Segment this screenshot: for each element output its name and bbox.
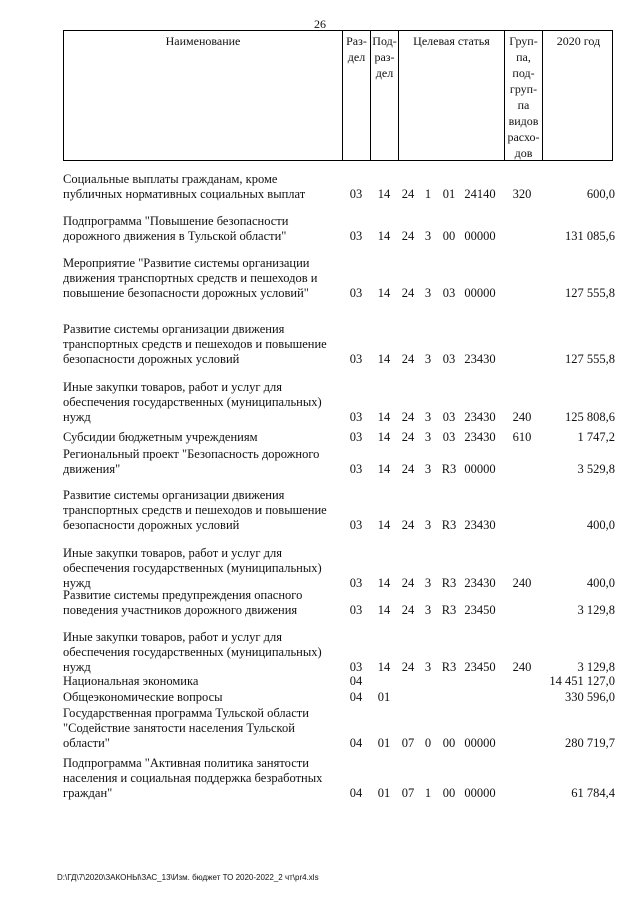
cell-rz: 04 xyxy=(349,736,363,750)
cell-c1: 24 xyxy=(401,576,415,590)
cell-pr: 14 xyxy=(377,352,391,366)
cell-vr: 240 xyxy=(512,410,532,424)
cell-c2: 1 xyxy=(424,786,432,800)
cell-amount: 1 747,2 xyxy=(577,430,615,444)
cell-c3: 00 xyxy=(442,736,456,750)
row-name: Мероприятие "Развитие системы организации движения транспортных средств и пешеходов и повышение безопасности дорожных условий" xyxy=(63,256,318,300)
cell-rz: 03 xyxy=(349,286,363,300)
cell-c1: 24 xyxy=(401,603,415,617)
cell-amount: 61 784,4 xyxy=(571,786,615,800)
header-name xyxy=(64,31,342,160)
header-year: 2020 год xyxy=(542,31,614,160)
cell-vr: 240 xyxy=(512,576,532,590)
cell-amount: 14 451 127,0 xyxy=(549,674,615,688)
cell-rz: 03 xyxy=(349,229,363,243)
cell-c1: 07 xyxy=(401,736,415,750)
cell-amount: 280 719,7 xyxy=(565,736,615,750)
cell-c1: 24 xyxy=(401,660,415,674)
cell-c1: 24 xyxy=(401,352,415,366)
header-target-article: Целевая статья xyxy=(398,31,504,160)
row-name: Подпрограмма "Повышение безопасности дорожного движения в Тульской области" xyxy=(63,214,289,243)
row-name: Подпрограмма "Активная политика занятости населения и социальная поддержка безработных граждан" xyxy=(63,756,323,800)
row-name: Общеэкономические вопросы xyxy=(63,690,223,704)
cell-c3: R3 xyxy=(441,462,457,476)
cell-c1: 24 xyxy=(401,518,415,532)
cell-c4: 23430 xyxy=(464,352,496,366)
cell-pr: 01 xyxy=(377,690,391,704)
cell-c3: 03 xyxy=(442,410,456,424)
cell-amount: 3 129,8 xyxy=(577,603,615,617)
cell-c1: 24 xyxy=(401,286,415,300)
cell-c4: 23430 xyxy=(464,410,496,424)
cell-vr: 240 xyxy=(512,660,532,674)
cell-c4: 23450 xyxy=(464,660,496,674)
cell-c2: 3 xyxy=(424,410,432,424)
cell-amount: 125 808,6 xyxy=(565,410,615,424)
table-header xyxy=(63,30,613,161)
cell-rz: 03 xyxy=(349,410,363,424)
header-subsection: Под- раз- дел xyxy=(370,31,398,160)
cell-c1: 07 xyxy=(401,786,415,800)
cell-rz: 04 xyxy=(349,690,363,704)
cell-c4: 24140 xyxy=(464,187,496,201)
cell-c2: 3 xyxy=(424,576,432,590)
cell-amount: 330 596,0 xyxy=(565,690,615,704)
cell-rz: 03 xyxy=(349,660,363,674)
header-group: Груп- па, под- груп- па видов расхо- дов xyxy=(504,31,542,160)
cell-rz: 03 xyxy=(349,430,363,444)
cell-pr: 01 xyxy=(377,736,391,750)
cell-c3: 00 xyxy=(442,229,456,243)
cell-vr: 320 xyxy=(512,187,532,201)
cell-rz: 03 xyxy=(349,576,363,590)
cell-c3: R3 xyxy=(441,576,457,590)
cell-rz: 04 xyxy=(349,786,363,800)
cell-c3: 03 xyxy=(442,286,456,300)
row-name: Иные закупки товаров, работ и услуг для обеспечения государственных (муниципальных) нужд xyxy=(63,546,322,590)
cell-c3: 01 xyxy=(442,187,456,201)
cell-amount: 3 129,8 xyxy=(577,660,615,674)
cell-pr: 14 xyxy=(377,286,391,300)
cell-c2: 1 xyxy=(424,187,432,201)
cell-pr: 14 xyxy=(377,660,391,674)
cell-c1: 24 xyxy=(401,410,415,424)
cell-c4: 23430 xyxy=(464,430,496,444)
cell-rz: 03 xyxy=(349,352,363,366)
row-name: Развитие системы организации движения транспортных средств и пешеходов и повышение безопасности дорожных условий xyxy=(63,322,327,366)
header-section: Раз- дел xyxy=(342,31,370,160)
cell-pr: 14 xyxy=(377,430,391,444)
cell-c2: 3 xyxy=(424,352,432,366)
cell-rz: 04 xyxy=(349,674,363,688)
page-number: 26 xyxy=(314,17,326,31)
cell-amount: 400,0 xyxy=(586,518,615,532)
cell-c3: R3 xyxy=(441,518,457,532)
cell-c2: 3 xyxy=(424,518,432,532)
cell-amount: 600,0 xyxy=(586,187,615,201)
cell-rz: 03 xyxy=(349,462,363,476)
cell-c1: 24 xyxy=(401,430,415,444)
cell-c3: 00 xyxy=(442,786,456,800)
cell-c4: 00000 xyxy=(464,462,496,476)
cell-c4: 23450 xyxy=(464,603,496,617)
row-name: Развитие системы организации движения транспортных средств и пешеходов и повышение безопасности дорожных условий xyxy=(63,488,327,532)
cell-amount: 3 529,8 xyxy=(577,462,615,476)
cell-rz: 03 xyxy=(349,603,363,617)
cell-c1: 24 xyxy=(401,229,415,243)
cell-rz: 03 xyxy=(349,518,363,532)
row-name: Субсидии бюджетным учреждениям xyxy=(63,430,258,444)
header-name-label: Наименование xyxy=(165,34,241,48)
cell-c4: 00000 xyxy=(464,736,496,750)
cell-pr: 14 xyxy=(377,410,391,424)
cell-pr: 14 xyxy=(377,229,391,243)
cell-c4: 00000 xyxy=(464,286,496,300)
cell-c3: R3 xyxy=(441,660,457,674)
cell-c4: 00000 xyxy=(464,229,496,243)
cell-pr: 14 xyxy=(377,518,391,532)
cell-c2: 3 xyxy=(424,462,432,476)
cell-c3: 03 xyxy=(442,430,456,444)
cell-pr: 14 xyxy=(377,462,391,476)
row-name: Иные закупки товаров, работ и услуг для обеспечения государственных (муниципальных) нужд xyxy=(63,380,322,424)
cell-c2: 3 xyxy=(424,430,432,444)
cell-amount: 400,0 xyxy=(586,576,615,590)
cell-rz: 03 xyxy=(349,187,363,201)
cell-amount: 127 555,8 xyxy=(565,352,615,366)
cell-pr: 01 xyxy=(377,786,391,800)
row-name: Развитие системы предупреждения опасного поведения участников дорожного движения xyxy=(63,588,303,617)
cell-pr: 14 xyxy=(377,187,391,201)
cell-c4: 23430 xyxy=(464,518,496,532)
cell-c2: 3 xyxy=(424,660,432,674)
row-name: Региональный проект "Безопасность дорожного движения" xyxy=(63,447,320,476)
cell-amount: 127 555,8 xyxy=(565,286,615,300)
row-name: Национальная экономика xyxy=(63,674,199,688)
cell-c2: 3 xyxy=(424,603,432,617)
cell-pr: 14 xyxy=(377,603,391,617)
cell-pr: 14 xyxy=(377,576,391,590)
cell-c1: 24 xyxy=(401,187,415,201)
row-name: Государственная программа Тульской области "Содействие занятости населения Тульской области" xyxy=(63,706,309,750)
row-name: Иные закупки товаров, работ и услуг для обеспечения государственных (муниципальных) нужд xyxy=(63,630,322,674)
cell-c2: 3 xyxy=(424,286,432,300)
cell-c1: 24 xyxy=(401,462,415,476)
cell-c3: R3 xyxy=(441,603,457,617)
cell-amount: 131 085,6 xyxy=(565,229,615,243)
cell-c4: 00000 xyxy=(464,786,496,800)
cell-c2: 3 xyxy=(424,229,432,243)
row-name: Социальные выплаты гражданам, кроме публичных нормативных социальных выплат xyxy=(63,172,306,201)
cell-c3: 03 xyxy=(442,352,456,366)
cell-c2: 0 xyxy=(424,736,432,750)
cell-c4: 23430 xyxy=(464,576,496,590)
cell-vr: 610 xyxy=(512,430,532,444)
footer-file-path: D:\ГД\7\2020\ЗАКОНЫ\ЗАС_13\Изм. бюджет ТО 2020-2022_2 чт\pr4.xls xyxy=(57,873,319,882)
